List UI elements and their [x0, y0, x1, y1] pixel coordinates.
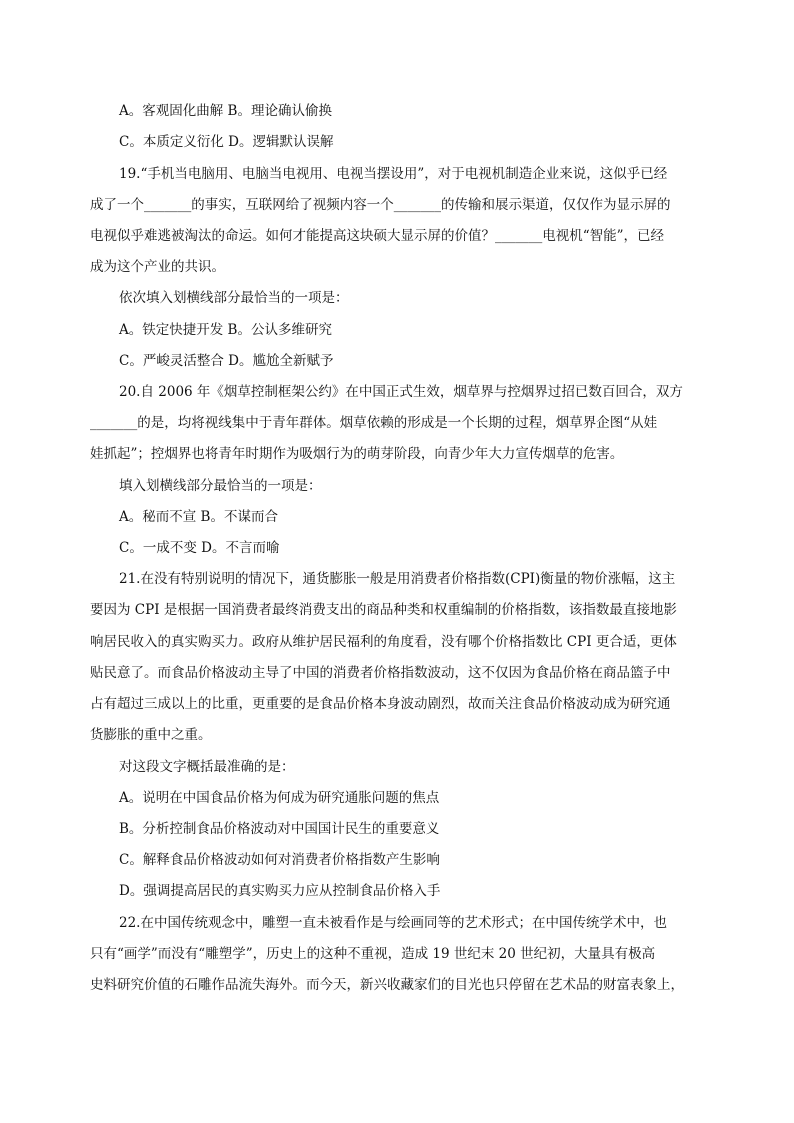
option-line: C。一成不变 D。不言而喻 — [119, 540, 280, 556]
question-line: 占有超过三成以上的比重，更重要的是食品价格本身波动剧烈，故而关注食品价格波动成为研究通 — [90, 696, 671, 712]
option-line: A。说明在中国食品价格为何成为研究通胀问题的焦点 — [119, 790, 440, 806]
option-line: A。铁定快捷开发 B。公认多维研究 — [119, 322, 332, 338]
question-line: 娃抓起”；控烟界也将青年时期作为吸烟行为的萌芽阶段，向青少年大力宣传烟草的危害。 — [90, 446, 624, 462]
question-line: 成为这个产业的共识。 — [90, 259, 225, 275]
question-line: 史料研究价值的石雕作品流失海外。而今天，新兴收藏家们的目光也只停留在艺术品的财富表象上， — [90, 977, 684, 993]
option-line: A。秘而不宣 B。不谋而合 — [119, 509, 278, 525]
option-line: D。强调提高居民的真实购买力应从控制食品价格入手 — [119, 883, 441, 899]
prompt-line: 填入划横线部分最恰当的一项是： — [119, 478, 322, 494]
prompt-line: 对这段文字概括最准确的是： — [119, 759, 295, 775]
question-line: 电视似乎难逃被淘汰的命运。如何才能提高这块硕大显示屏的价值？_______电视机“智能”，已经 — [90, 228, 665, 244]
option-line: A。客观固化曲解 B。理论确认偷换 — [119, 103, 332, 119]
question-line: 22.在中国传统观念中，雕塑一直未被看作是与绘画同等的艺术形式；在中国传统学术中，也 — [119, 915, 667, 931]
question-line: 成了一个_______的事实，互联网给了视频内容一个_______的传输和展示渠道，仅仅作为显示屏的 — [90, 197, 671, 213]
option-line: B。分析控制食品价格波动对中国国计民生的重要意义 — [119, 821, 440, 837]
option-line: C。严峻灵活整合 D。尴尬全新赋予 — [119, 353, 334, 369]
question-line: 响居民收入的真实购买力。政府从维护居民福利的角度看，没有哪个价格指数比 CPI 更合适，更体 — [90, 634, 677, 650]
question-line: 要因为 CPI 是根据一国消费者最终消费支出的商品种类和权重编制的价格指数，该指数最直接地影 — [90, 602, 677, 618]
question-line: 20.自 2006 年《烟草控制框架公约》在中国正式生效，烟草界与控烟界过招已数百回合，双方 — [119, 384, 683, 400]
option-line: C。本质定义衍化 D。逻辑默认误解 — [119, 134, 334, 150]
question-line: 货膨胀的重中之重。 — [90, 727, 212, 743]
prompt-line: 依次填入划横线部分最恰当的一项是： — [119, 290, 349, 306]
option-line: C。解释食品价格波动如何对消费者价格指数产生影响 — [119, 852, 440, 868]
question-line: 只有“画学”而没有“雕塑学”，历史上的这种不重视，造成 19 世纪末 20 世纪初，大量具有极高 — [90, 946, 656, 962]
question-line: 贴民意了。而食品价格波动主导了中国的消费者价格指数波动，这不仅因为食品价格在商品篮子中 — [90, 665, 671, 681]
question-line: 21.在没有特别说明的情况下，通货膨胀一般是用消费者价格指数(CPI)衡量的物价涨幅，这主 — [119, 571, 676, 587]
question-line: 19.“手机当电脑用、电脑当电视用、电视当摆设用”，对于电视机制造企业来说，这似乎已经 — [119, 166, 668, 182]
question-line: _______的是，均将视线集中于青年群体。烟草依赖的形成是一个长期的过程，烟草界企图“从娃 — [90, 415, 658, 431]
